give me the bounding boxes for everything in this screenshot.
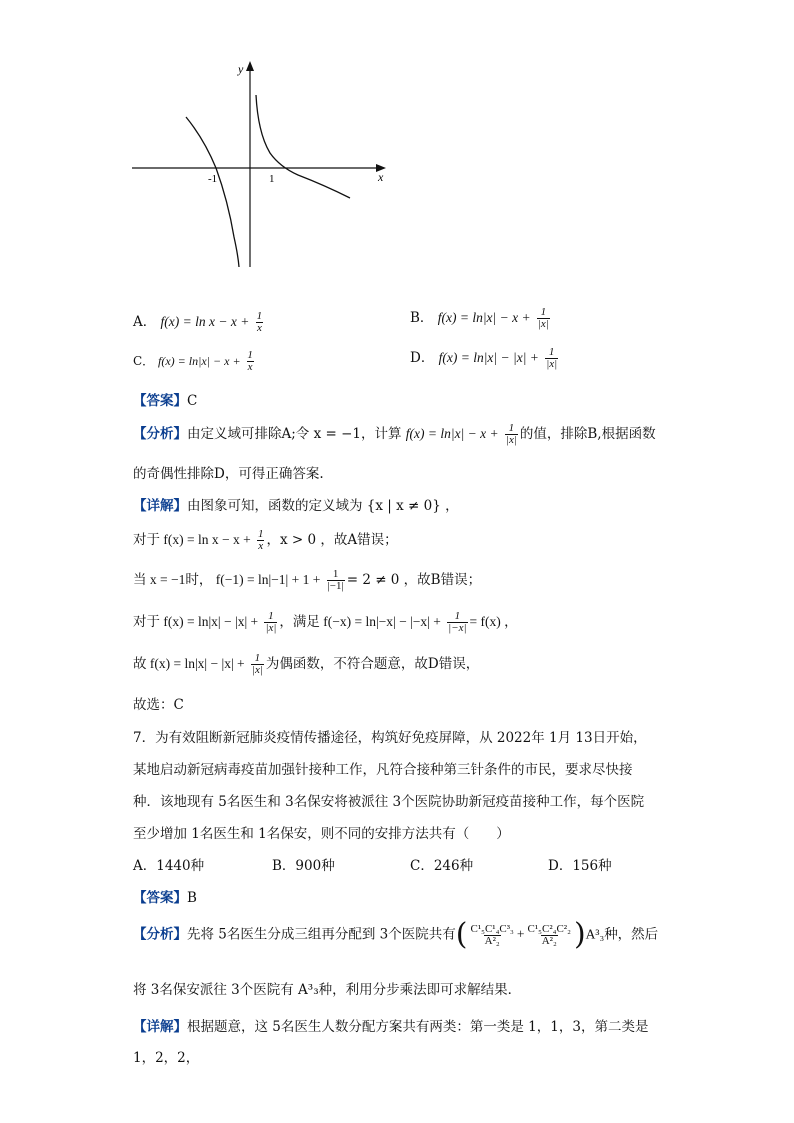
detail-5-text: 为偶函数，不符合题意，故D错误， — [265, 656, 480, 672]
q6-detail-line-3 — [133, 568, 481, 592]
detail-text-1: 根据题意，这 5名医生人数分配方案共有两类：第一类是 1，1，3，第二类是 — [187, 1019, 649, 1035]
detail-3-text: = 2 ≠ 0 ，故B错误； — [346, 572, 482, 588]
tick-label-neg1: -1 — [208, 173, 218, 185]
detail-5-expr: 故 f(x) = ln|x| − |x| + — [133, 656, 245, 671]
q6-option-a — [133, 310, 265, 334]
q6-option-d — [410, 346, 560, 370]
q7-option-b: B．900种 — [272, 858, 335, 874]
q6-answer — [133, 389, 197, 409]
y-axis-arrow — [246, 61, 254, 71]
analysis-tag: 【分析】 — [133, 426, 187, 442]
option-d-expr: f(x) = ln|x| − |x| + — [438, 350, 539, 365]
option-a-expr: f(x) = ln x − x + — [160, 314, 250, 329]
analysis-fraction-2: $\frac{\text{C¹₅C²₄C²₂}}{\text{A²₂}}$ — [527, 922, 571, 947]
analysis-text-1c: 的值，排除B,根据函数 — [519, 426, 656, 442]
y-axis-label: y — [238, 62, 244, 76]
option-a-label: A． — [133, 314, 157, 330]
analysis-fraction-1: $\frac{\text{C¹₅C¹₄C³₃}}{\text{A²₂}}$ — [470, 922, 514, 947]
detail-tag: 【详解】 — [133, 498, 187, 514]
q7-analysis-line-1 — [133, 917, 659, 952]
option-c-label: C． — [133, 354, 155, 368]
q6-analysis-line-2: 的奇偶性排除D，可得正确答案. — [133, 466, 324, 482]
option-a-fraction: $\frac{1}{x}$ — [256, 310, 263, 334]
function-graph — [120, 55, 400, 275]
analysis-text-1a: 由定义域可排除A;令 x = −1，计算 — [187, 426, 402, 442]
q6-option-b — [410, 306, 552, 330]
x-axis-label: x — [378, 170, 384, 184]
answer-tag: 【答案】 — [133, 393, 187, 409]
q6-detail-line-4 — [133, 610, 518, 634]
option-d-label: D． — [410, 350, 435, 366]
detail-2-expr: 对于 f(x) = ln x − x + — [133, 532, 251, 547]
q6-analysis-line-1 — [133, 422, 656, 446]
q7-stem-line-3: 种．该地现有 5名医生和 3名保安将被派往 3个医院协助新冠疫苗接种工作，每个医院 — [133, 794, 645, 810]
option-c-fraction: $\frac{1}{x}$ — [247, 349, 253, 373]
right-paren: ) — [573, 917, 586, 952]
detail-4-expr-b: ，满足 f(−x) = ln|−x| − |−x| + — [279, 614, 441, 629]
analysis-arrangement: A³₃ — [585, 926, 605, 942]
detail-text-1: 由图象可知，函数的定义域为 {x | x ≠ 0} ， — [187, 498, 459, 514]
detail-4-fraction-a: $\frac{1}{|x|}$ — [265, 610, 277, 634]
q6-detail-line-5 — [133, 652, 479, 676]
q7-stem-line-1: 7．为有效阻断新冠肺炎疫情传播途径，构筑好免疫屏障，从 2022年 1月 13日开始， — [133, 730, 647, 746]
option-b-fraction: $\frac{1}{|x|}$ — [537, 306, 549, 330]
detail-4-fraction-b: $\frac{1}{|-x|}$ — [448, 610, 467, 634]
detail-2-fraction: $\frac{1}{x}$ — [258, 528, 264, 552]
detail-4-expr-c: = f(x) ， — [469, 614, 518, 629]
option-b-label: B． — [410, 310, 434, 326]
q6-detail-line-1 — [133, 494, 459, 514]
curve-left-branch — [186, 117, 239, 267]
option-c-expr: f(x) = ln|x| − x + — [158, 354, 241, 368]
answer-value: C — [187, 393, 198, 409]
detail-tag: 【详解】 — [133, 1019, 187, 1035]
q7-answer — [133, 886, 197, 906]
q7-analysis-line-2: 将 3名保安派往 3个医院有 A³₃种，利用分步乘法即可求解结果． — [133, 982, 522, 998]
q6-choose: 故选：C — [133, 697, 184, 713]
analysis-tag: 【分析】 — [133, 926, 187, 943]
detail-4-expr-a: 对于 f(x) = ln|x| − |x| + — [133, 614, 259, 629]
q7-option-d: D．156种 — [548, 858, 612, 874]
analysis-text-1b: 种，然后 — [604, 926, 659, 943]
q7-stem-line-2: 某地启动新冠病毒疫苗加强针接种工作，凡符合接种第三针条件的市民，要求尽快接 — [133, 762, 633, 778]
option-d-fraction: $\frac{1}{|x|}$ — [546, 346, 558, 370]
tick-label-1: 1 — [269, 173, 275, 185]
detail-3-fraction: $\frac{1}{|-1|}$ — [327, 568, 344, 592]
answer-tag: 【答案】 — [133, 890, 187, 906]
q6-option-c — [133, 350, 256, 373]
option-b-expr: f(x) = ln|x| − x + — [437, 310, 531, 325]
q7-option-c: C．246种 — [410, 858, 474, 874]
q7-detail-line-1 — [133, 1015, 648, 1035]
q7-stem-line-4: 至少增加 1名医生和 1名保安，则不同的安排方法共有（ ） — [133, 826, 510, 842]
q7-option-a: A．1440种 — [133, 858, 205, 874]
detail-3-expr: 当 x = −1时， f(−1) = ln|−1| + 1 + — [133, 572, 321, 587]
plus-sign: + — [516, 926, 525, 942]
analysis-expr: f(x) = ln|x| − x + — [405, 426, 499, 441]
answer-value: B — [187, 890, 197, 906]
detail-5-fraction: $\frac{1}{|x|}$ — [251, 652, 263, 676]
analysis-fraction: $\frac{1}{|x|}$ — [505, 422, 517, 446]
left-paren: ( — [455, 917, 468, 952]
detail-2-text: ，x > 0 ，故A错误； — [266, 532, 398, 548]
q7-detail-line-2: 1，2，2， — [133, 1050, 200, 1066]
analysis-text-1a: 先将 5名医生分成三组再分配到 3个医院共有 — [187, 926, 456, 943]
q6-detail-line-2 — [133, 528, 398, 552]
